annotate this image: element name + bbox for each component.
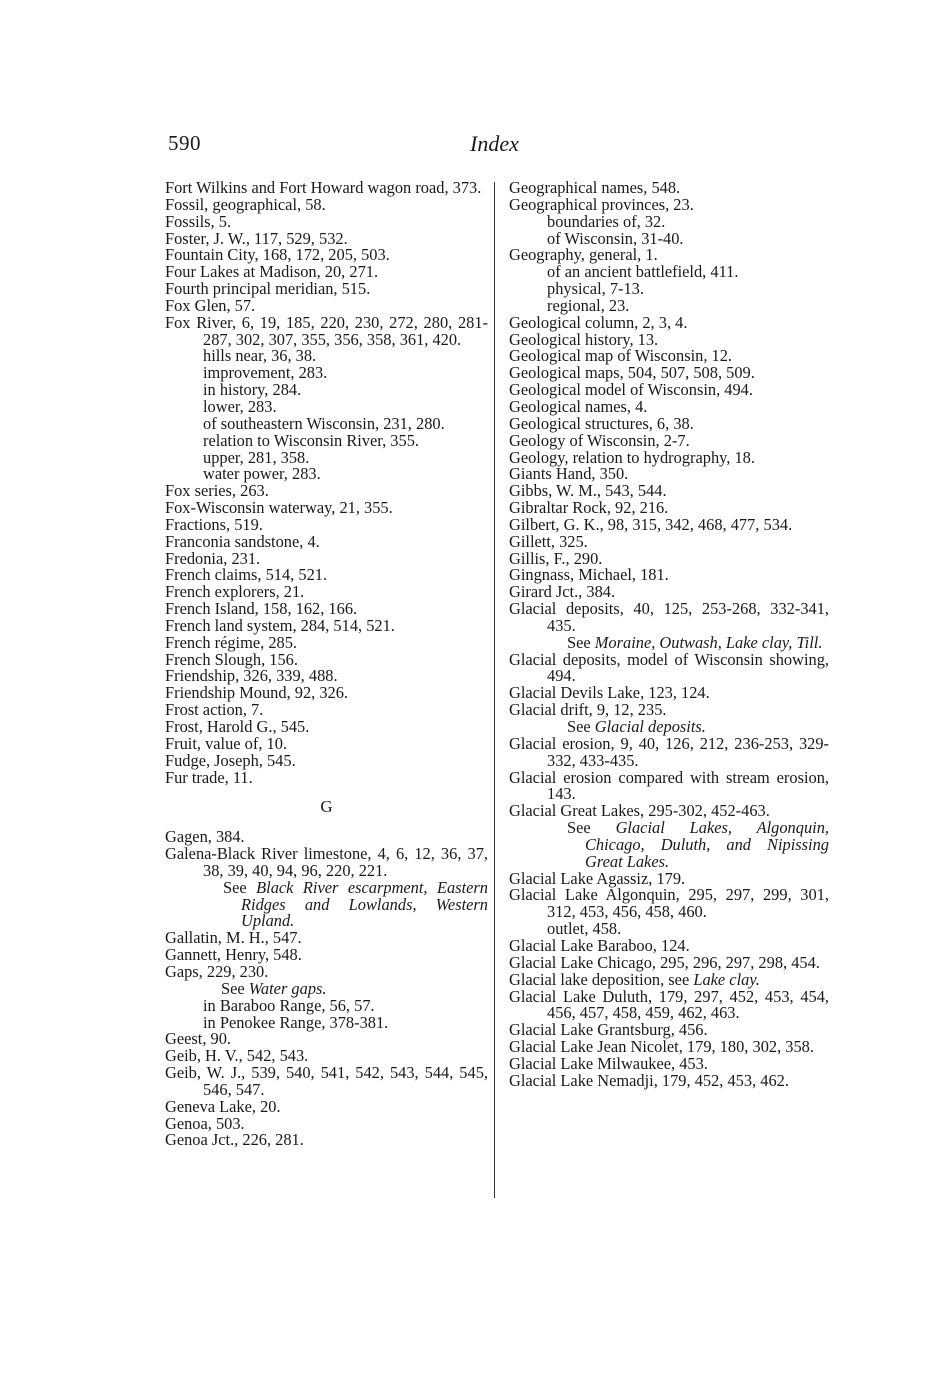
running-title: Index	[470, 131, 519, 156]
index-entry: French claims, 514, 521.	[165, 565, 328, 585]
index-entry: Glacial Great Lakes, 295-302, 452-463.	[509, 801, 770, 821]
index-entry: Gilbert, G. K., 98, 315, 342, 468, 477, 534.	[509, 514, 793, 534]
index-entry: Foster, J. W., 117, 529, 532.	[165, 228, 348, 248]
index-entry: Gallatin, M. H., 547.	[165, 928, 302, 948]
index-entry: Glacial deposits, model of Wisconsin showing, 494.	[509, 649, 829, 686]
index-entry: Geib, H. V., 542, 543.	[165, 1046, 309, 1066]
index-entry: Glacial erosion compared with stream erosion, 143.	[509, 767, 829, 804]
index-subentry: outlet, 458.	[547, 919, 622, 939]
index-entry: Gingnass, Michael, 181.	[509, 565, 669, 585]
index-entry: Fox River, 6, 19, 185, 220, 230, 272, 280, 281-287, 302, 307, 355, 356, 358, 361, 420.	[165, 312, 488, 349]
index-entry: Gaps, 229, 230.	[165, 961, 269, 981]
index-entry: Fort Wilkins and Fort Howard wagon road, 373.	[165, 178, 482, 197]
index-entry: Fractions, 519.	[165, 514, 263, 534]
index-entry: Geneva Lake, 20.	[165, 1096, 281, 1116]
index-subentry: in Penokee Range, 378-381.	[203, 1012, 389, 1032]
index-entry: French régime, 285.	[165, 632, 297, 652]
index-entry: French land system, 284, 514, 521.	[165, 615, 395, 635]
index-entry: Frost, Harold G., 545.	[165, 717, 310, 736]
section-letter-heading: G	[320, 797, 333, 817]
index-entry: French explorers, 21.	[165, 582, 305, 602]
index-subentry: of southeastern Wisconsin, 231, 280.	[203, 413, 445, 433]
index-entry: Gillis, F., 290.	[509, 548, 603, 568]
left-index-column	[165, 180, 488, 1149]
index-entry: Fountain City, 168, 172, 205, 503.	[165, 245, 390, 265]
index-entry: Geological names, 4.	[509, 396, 648, 416]
page-number: 590	[168, 131, 201, 155]
index-entry: Geological model of Wisconsin, 494.	[509, 380, 753, 400]
see-targets: Lake clay.	[693, 969, 760, 989]
index-entry: Geographical names, 548.	[509, 178, 681, 197]
index-subentry: water power, 283.	[203, 464, 321, 484]
index-entry: Glacial Lake Baraboo, 124.	[509, 935, 690, 955]
see-reference	[509, 820, 829, 871]
index-entry: Gibraltar Rock, 92, 216.	[509, 498, 669, 518]
index-entry: Glacial Lake Duluth, 179, 297, 452, 453, 454, 456, 457, 458, 459, 462, 463.	[509, 986, 829, 1023]
index-entry	[509, 969, 829, 989]
index-entry: French Slough, 156.	[165, 649, 298, 669]
index-entry: Geological structures, 6, 38.	[509, 413, 694, 433]
index-entry: Geological history, 13.	[509, 329, 659, 349]
index-entry: Fredonia, 231.	[165, 548, 261, 568]
index-entry: Genoa, 503.	[165, 1113, 245, 1133]
index-entry: Glacial Lake Chicago, 295, 296, 297, 298, 454.	[509, 952, 820, 972]
index-entry: Girard Jct., 384.	[509, 582, 616, 602]
index-entry: Fox Glen, 57.	[165, 295, 256, 315]
index-subentry: of Wisconsin, 31-40.	[547, 228, 684, 248]
index-entry: Geological column, 2, 3, 4.	[509, 312, 688, 332]
index-entry: Geology, relation to hydrography, 18.	[509, 447, 755, 467]
index-entry: Fossils, 5.	[165, 211, 232, 231]
see-targets: Glacial deposits.	[594, 717, 706, 736]
index-entry: Glacial Lake Milwaukee, 453.	[509, 1053, 708, 1073]
see-targets: Black River escarpment, Eastern Ridges and Lowlands, Western Upland.	[241, 877, 488, 931]
see-label: See	[567, 818, 591, 838]
index-entry: Glacial deposits, 40, 125, 253-268, 332-341, 435.	[509, 599, 829, 635]
index-subentry: regional, 23.	[547, 295, 630, 315]
index-entry: Friendship Mound, 92, 326.	[165, 683, 349, 703]
index-entry: Geology of Wisconsin, 2-7.	[509, 430, 690, 450]
index-subentry: improvement, 283.	[203, 363, 328, 383]
index-entry: Glacial Lake Jean Nicolet, 179, 180, 302, 358.	[509, 1037, 814, 1057]
index-entry: Glacial Lake Agassiz, 179.	[509, 868, 686, 888]
right-index-column	[509, 180, 829, 1090]
index-entry: Geographical provinces, 23.	[509, 194, 694, 214]
index-entry: Fox-Wisconsin waterway, 21, 355.	[165, 498, 393, 518]
index-entry: Franconia sandstone, 4.	[165, 531, 320, 551]
index-entry: Geological map of Wisconsin, 12.	[509, 346, 733, 366]
index-subentry: boundaries of, 32.	[547, 211, 666, 231]
index-subentry: hills near, 36, 38.	[203, 346, 317, 366]
index-entry: Geest, 90.	[165, 1029, 232, 1049]
index-entry: Geib, W. J., 539, 540, 541, 542, 543, 544, 545, 546, 547.	[165, 1063, 488, 1099]
index-subentry: in Baraboo Range, 56, 57.	[203, 995, 375, 1015]
index-entry: Galena-Black River limestone, 4, 6, 12, 36, 37, 38, 39, 40, 94, 96, 220, 221.	[165, 844, 488, 880]
index-entry: Fossil, geographical, 58.	[165, 194, 326, 214]
entry-text: Glacial lake deposition, see	[509, 969, 690, 989]
index-subentry: of an ancient battlefield, 411.	[547, 262, 739, 282]
index-entry: Fudge, Joseph, 545.	[165, 750, 296, 770]
index-subentry: upper, 281, 358.	[203, 447, 310, 467]
index-entry: Geological maps, 504, 507, 508, 509.	[509, 363, 755, 383]
index-subentry: in history, 284.	[203, 380, 302, 400]
see-label: See	[567, 632, 591, 652]
see-targets: Water gaps.	[248, 978, 327, 998]
index-entry: French Island, 158, 162, 166.	[165, 599, 358, 619]
index-entry: Fruit, value of, 10.	[165, 733, 288, 753]
index-entry: Genoa Jct., 226, 281.	[165, 1130, 304, 1150]
index-entry: Glacial Lake Grantsburg, 456.	[509, 1020, 708, 1040]
index-entry: Geography, general, 1.	[509, 245, 658, 265]
index-entry: Glacial Devils Lake, 123, 124.	[509, 683, 710, 703]
index-subentry: physical, 7-13.	[547, 279, 644, 299]
index-subentry: relation to Wisconsin River, 355.	[203, 430, 419, 450]
see-label: See	[223, 877, 247, 897]
index-entry: Gillett, 325.	[509, 531, 588, 551]
index-subentry: lower, 283.	[203, 396, 277, 416]
index-entry: Fox series, 263.	[165, 481, 269, 501]
column-divider	[494, 182, 495, 1198]
index-entry: Glacial erosion, 9, 40, 126, 212, 236-253, 329-332, 433-435.	[509, 733, 829, 770]
index-entry: Fur trade, 11.	[165, 767, 253, 787]
see-label: See	[221, 978, 245, 998]
index-entry: Four Lakes at Madison, 20, 271.	[165, 262, 379, 282]
index-entry: Gibbs, W. M., 543, 544.	[509, 481, 667, 501]
index-entry: Gannett, Henry, 548.	[165, 945, 302, 965]
index-entry: Friendship, 326, 339, 488.	[165, 666, 338, 686]
index-entry: Frost action, 7.	[165, 700, 264, 720]
index-entry: Glacial Lake Algonquin, 295, 297, 299, 301, 312, 453, 456, 458, 460.	[509, 885, 829, 922]
index-entry: Gagen, 384.	[165, 827, 245, 847]
index-entry: Glacial drift, 9, 12, 235.	[509, 700, 667, 720]
index-entry: Fourth principal meridian, 515.	[165, 279, 371, 299]
see-label: See	[567, 717, 591, 736]
index-entry: Giants Hand, 350.	[509, 464, 629, 484]
see-reference	[165, 877, 488, 931]
index-entry: Glacial Lake Nemadji, 179, 452, 453, 462.	[509, 1070, 789, 1090]
see-targets: Glacial Lakes, Algonquin, Chicago, Duluth, and Nipissing Great Lakes.	[585, 818, 829, 871]
see-targets: Moraine, Outwash, Lake clay, Till.	[594, 632, 823, 652]
